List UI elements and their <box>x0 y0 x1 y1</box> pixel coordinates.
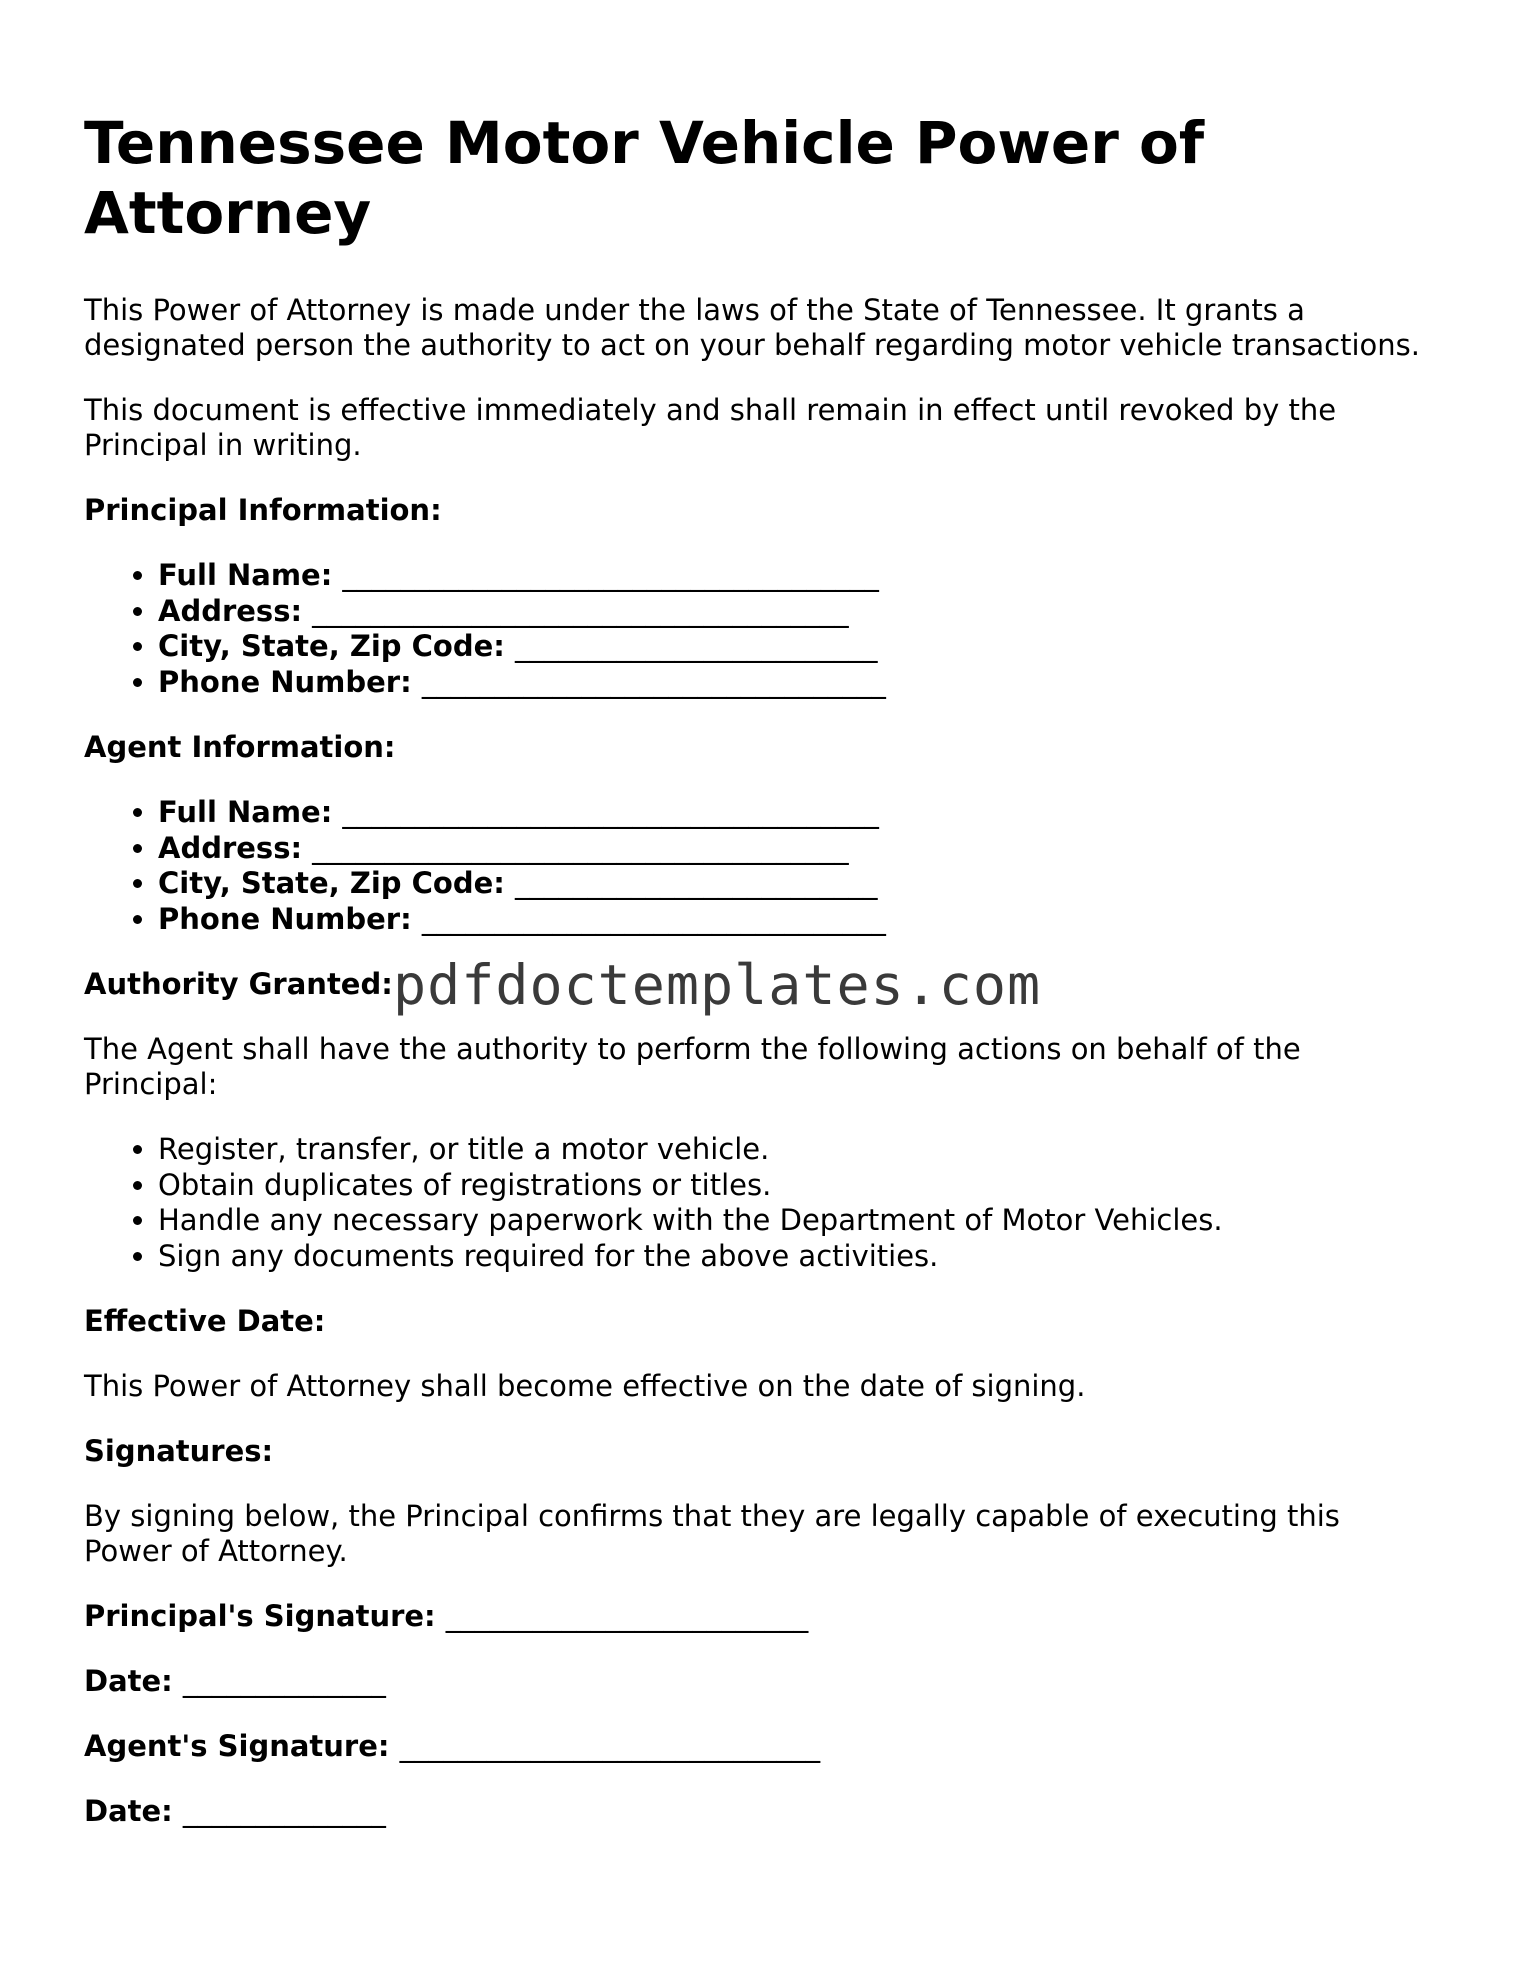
field-label: Address: <box>158 830 303 865</box>
list-item: • Sign any documents required for the above activities. <box>158 1239 1424 1275</box>
date-blank[interactable]: ______________ <box>182 1794 386 1828</box>
signature-blank[interactable]: _____________________________ <box>399 1729 821 1763</box>
watermark-text: pdfdoctemplates.com <box>393 953 1042 1017</box>
signatures-text: By signing below, the Principal confirms that they are legally capable of executing this Power of Attorney. <box>84 1499 1340 1568</box>
field-blank[interactable]: _____________________________________ <box>312 593 849 628</box>
agent-date-line <box>84 1794 1424 1829</box>
document-title: Tennessee Motor Vehicle Power of Attorney <box>84 109 1205 247</box>
signature-label: Principal's Signature: <box>84 1599 436 1633</box>
principal-date-line <box>84 1664 1424 1699</box>
principal-signature-line <box>84 1599 1424 1634</box>
principal-heading: Principal Information: <box>84 493 442 527</box>
agent-full-name <box>158 795 1424 831</box>
field-blank[interactable]: _________________________ <box>514 629 878 663</box>
field-label: Phone Number: <box>158 664 412 699</box>
field-label: Phone Number: <box>158 901 412 936</box>
signature-label: Agent's Signature: <box>84 1729 390 1763</box>
field-label: Full Name: <box>158 558 333 592</box>
agent-phone <box>158 902 1424 938</box>
signatures-heading: Signatures: <box>84 1434 274 1468</box>
field-label: Address: <box>158 593 303 628</box>
field-blank[interactable]: ________________________________ <box>421 901 886 936</box>
effective-date-text: This Power of Attorney shall become effective on the date of signing. <box>84 1369 1086 1403</box>
authority-heading: Authority Granted: <box>84 967 393 1001</box>
agent-fields <box>84 795 1424 937</box>
field-blank[interactable]: _____________________________________ <box>342 795 879 829</box>
agent-signature-line <box>84 1729 1424 1764</box>
field-label: City, State, Zip Code: <box>158 629 505 663</box>
field-blank[interactable]: _____________________________________ <box>342 558 879 592</box>
authority-text: The Agent shall have the authority to perform the following actions on behalf of the Principal: <box>84 1032 1301 1101</box>
agent-heading: Agent Information: <box>84 730 396 764</box>
principal-full-name <box>158 558 1424 594</box>
authority-list <box>84 1132 1424 1274</box>
field-blank[interactable]: ________________________________ <box>421 664 886 699</box>
intro-paragraph-1: This Power of Attorney is made under the laws of the State of Tennessee. It grants a designated person the authority to act on your behalf regarding motor vehicle transactions. <box>84 293 1420 362</box>
date-label: Date: <box>84 1664 173 1698</box>
principal-phone <box>158 665 1424 701</box>
field-blank[interactable]: _____________________________________ <box>312 830 849 865</box>
list-item: • Register, transfer, or title a motor vehicle. <box>158 1132 1424 1168</box>
date-label: Date: <box>84 1794 173 1828</box>
agent-address <box>158 831 1424 867</box>
list-item: • Handle any necessary paperwork with the Department of Motor Vehicles. <box>158 1203 1424 1239</box>
principal-fields <box>84 558 1424 700</box>
list-item: • Obtain duplicates of registrations or titles. <box>158 1168 1424 1204</box>
signature-blank[interactable]: _________________________ <box>445 1599 809 1633</box>
date-blank[interactable]: ______________ <box>182 1664 386 1698</box>
principal-address <box>158 594 1424 630</box>
agent-city-state-zip <box>158 866 1424 902</box>
principal-city-state-zip <box>158 629 1424 665</box>
effective-date-heading: Effective Date: <box>84 1304 326 1338</box>
field-blank[interactable]: _________________________ <box>514 866 878 900</box>
field-label: Full Name: <box>158 795 333 829</box>
intro-paragraph-2: This document is effective immediately and shall remain in effect until revoked by the Principal in writing. <box>84 393 1337 462</box>
field-label: City, State, Zip Code: <box>158 866 505 900</box>
